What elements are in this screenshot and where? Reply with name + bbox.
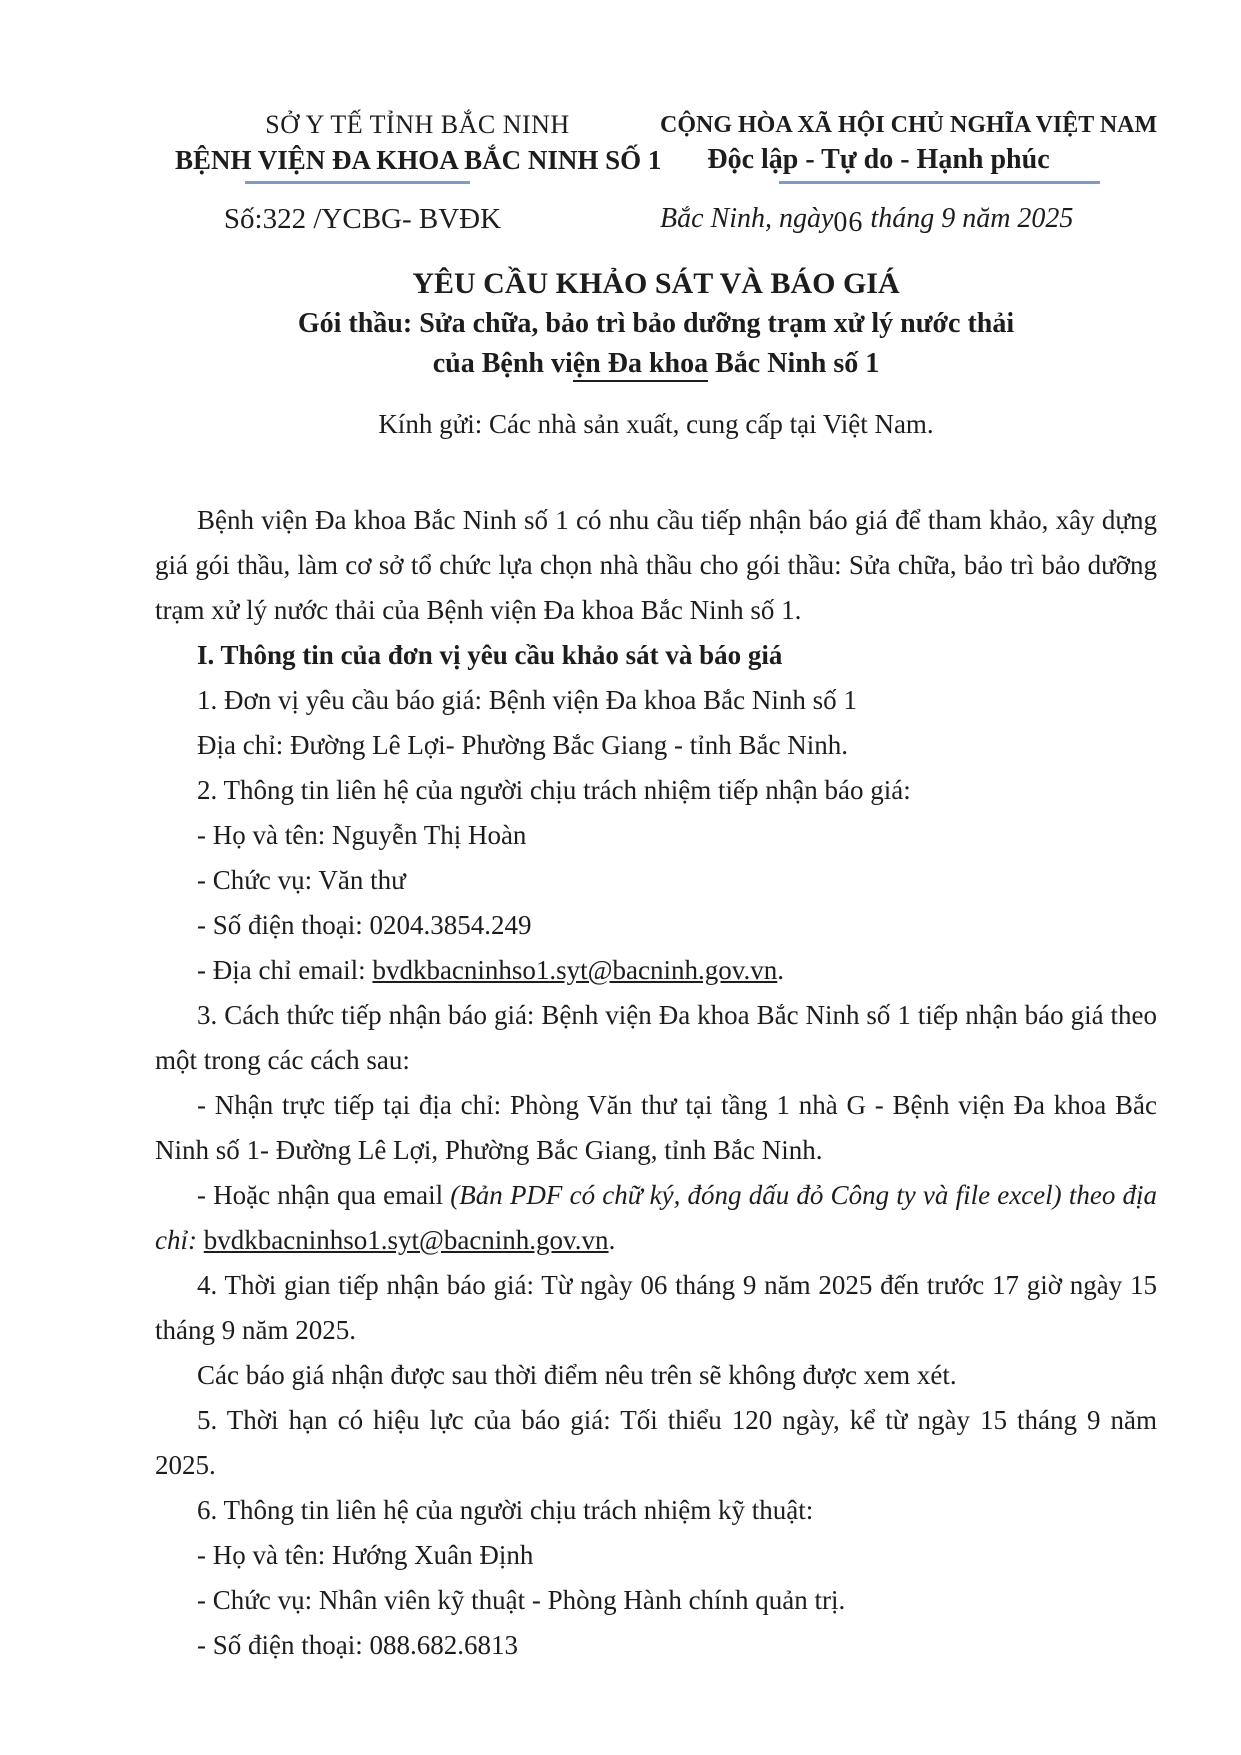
section-1-heading: I. Thông tin của đơn vị yêu cầu khảo sát và báo giá	[197, 640, 783, 670]
receiver-name-line: - Họ và tên: Nguyễn Thị Hoàn	[197, 820, 527, 850]
email-link[interactable]: bvdkbacninhso1.syt@bacninh.gov.vn	[372, 955, 778, 985]
issuing-org-block	[155, 108, 660, 238]
org-name: BỆNH VIỆN ĐA KHOA BẮC NINH SỐ 1	[175, 145, 662, 175]
receiver-role-line: - Chức vụ: Văn thư	[197, 865, 406, 895]
doc-number	[175, 200, 550, 238]
receiver-email-label: - Địa chỉ email:	[197, 955, 373, 985]
org-separator-rule	[245, 181, 470, 184]
email-link[interactable]: bvdkbacninhso1.syt@bacninh.gov.vn	[203, 1225, 609, 1255]
method-direct-line: - Nhận trực tiếp tại địa chỉ: Phòng Văn thư tại tầng 1 nhà G - Bệnh viện Đa khoa Bắc Ninh số 1- Đường Lê Lợi, Phường Bắc Giang, tỉnh Bắc Ninh.	[155, 1090, 1157, 1165]
validity-line: 5. Thời hạn có hiệu lực của báo giá: Tối thiểu 120 ngày, kể từ ngày 15 tháng 9 năm 2025.	[155, 1405, 1157, 1480]
tech-name-line: - Họ và tên: Hướng Xuân Định	[197, 1540, 534, 1570]
owner-text-pre: của Bệnh vi	[432, 348, 573, 379]
package-title-line1: Gói thầu: Sửa chữa, bảo trì bảo dưỡng trạm xử lý nước thải	[297, 308, 1015, 339]
receiver-phone-line: - Số điện thoại: 0204.3854.249	[197, 910, 532, 940]
issue-date-prefix: Bắc Ninh, ngày	[660, 203, 834, 234]
requesting-unit-line: 1. Đơn vị yêu cầu báo giá: Bệnh viện Đa khoa Bắc Ninh số 1	[197, 685, 857, 715]
issue-date-suffix: tháng 9 năm 2025	[863, 203, 1074, 234]
intro-paragraph: Bệnh viện Đa khoa Bắc Ninh số 1 có nhu cầu tiếp nhận báo giá để tham khảo, xây dựng giá gói thầu, làm cơ sở tổ chức lựa chọn nhà thầu cho gói thầu: Sửa chữa, bảo trì bảo dưỡng trạm xử lý nước thải của Bệnh viện Đa khoa Bắc Ninh số 1.	[155, 505, 1157, 625]
methods-heading: 3. Cách thức tiếp nhận báo giá: Bệnh viện Đa khoa Bắc Ninh số 1 tiếp nhận báo giá theo một trong các cách sau:	[155, 1000, 1157, 1075]
method-email-note: (Bản PDF có chữ ký, đóng dấu đỏ Công ty và file excel) theo địa chỉ:	[155, 1180, 1157, 1255]
salutation: Kính gửi: Các nhà sản xuất, cung cấp tại Việt Nam.	[378, 409, 934, 439]
owner-text-underlined: ện Đa khoa	[573, 348, 708, 382]
issue-date	[660, 200, 1074, 238]
tech-contact-heading: 6. Thông tin liên hệ của người chịu trách nhiệm kỹ thuật:	[197, 1495, 814, 1525]
address-line: Địa chỉ: Đường Lê Lợi- Phường Bắc Giang - tỉnh Bắc Ninh.	[197, 730, 848, 760]
national-title: CỘNG HÒA XÃ HỘI CHỦ NGHĨA VIỆT NAM	[660, 112, 1158, 138]
tech-phone-line: - Số điện thoại: 088.682.6813	[197, 1630, 518, 1660]
motto-separator-rule	[779, 181, 1100, 184]
national-header-block	[660, 108, 1157, 238]
doc-number-label: Số:	[223, 203, 263, 235]
title-block	[155, 264, 1157, 384]
document-header	[155, 108, 1157, 238]
org-parent-name: SỞ Y TẾ TỈNH BẮC NINH	[265, 110, 570, 139]
late-note-line: Các báo giá nhận được sau thời điểm nêu trên sẽ không được xem xét.	[197, 1360, 957, 1390]
doc-number-suffix: /YCBG- BVĐK	[306, 203, 502, 235]
doc-number-value: 322	[262, 203, 307, 235]
receiver-email-line	[155, 948, 1157, 993]
method-email-period: .	[608, 1225, 616, 1255]
receiver-contact-heading: 2. Thông tin liên hệ của người chịu trách nhiệm tiếp nhận báo giá:	[197, 775, 911, 805]
document-title: YÊU CẦU KHẢO SÁT VÀ BÁO GIÁ	[412, 267, 900, 300]
issue-date-day: 06	[833, 207, 864, 238]
method-email-prefix: - Hoặc nhận qua email	[197, 1180, 451, 1210]
package-title-line2	[155, 344, 1157, 384]
document-body	[155, 498, 1157, 1668]
owner-text-post: Bắc Ninh số 1	[708, 348, 880, 379]
deadline-line: 4. Thời gian tiếp nhận báo giá: Từ ngày 06 tháng 9 năm 2025 đến trước 17 giờ ngày 15 tháng 9 năm 2025.	[155, 1270, 1157, 1345]
receiver-email-period: .	[777, 955, 785, 985]
method-email-line	[155, 1173, 1157, 1263]
tech-role-line: - Chức vụ: Nhân viên kỹ thuật - Phòng Hành chính quản trị.	[197, 1585, 846, 1615]
national-motto: Độc lập - Tự do - Hạnh phúc	[707, 144, 1050, 175]
